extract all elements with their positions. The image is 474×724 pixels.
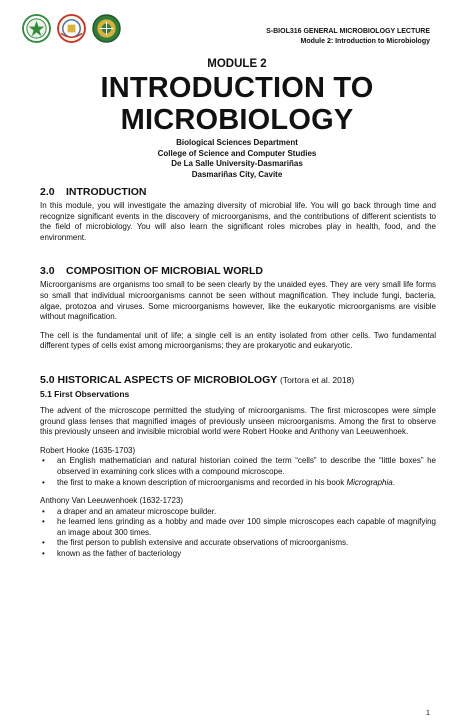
- list-item: • known as the father of bacteriology: [40, 549, 436, 560]
- list-item: • the first to make a known description of microorganisms and recorded in his book Micrographia.: [40, 478, 436, 489]
- dlsu-seal-icon: [22, 14, 51, 43]
- department-seal-icon: [92, 14, 121, 43]
- page-title: [0, 72, 474, 136]
- header-logos: [22, 14, 121, 43]
- subsection-heading: 5.1 First Observations: [40, 388, 130, 399]
- list-item: • the first person to publish extensive and accurate observations of microorganisms.: [40, 538, 436, 549]
- list-item: • an English mathematician and natural historian coined the term “cells” to describe the “little boxes” he observed in examining cork slices with a compound microscope.: [40, 456, 436, 477]
- leeuwenhoek-heading: Anthony Van Leeuwenhoek (1632-1723): [40, 496, 184, 506]
- section-2-heading: [40, 186, 436, 199]
- section-title: INTRODUCTION: [66, 186, 147, 198]
- section-3-heading: [40, 265, 436, 278]
- book-title: Micrographia: [346, 477, 393, 487]
- list-item: • he learned lens grinding as a hobby and made over 100 simple microscopes each capable of magnifying an image about 300 times.: [40, 517, 436, 538]
- college-name: College of Science and Computer Studies: [157, 148, 317, 158]
- introduction-paragraph: In this module, you will investigate the amazing diversity of microbial life. You will go back through time and recognize significant events in the discovery of microorganisms, and the contributions of different scientists to the field of microbiology. You will also learn the significant roles microbes play in health, food, and the environment.: [40, 201, 436, 242]
- hooke-list: [40, 456, 436, 488]
- university-name: De La Salle University-Dasmariñas: [171, 159, 303, 168]
- section-title: HISTORICAL ASPECTS OF MICROBIOLOGY: [57, 373, 278, 386]
- composition-paragraph-1: Microorganisms are organisms too small to be seen clearly by the unaided eyes. They are very small life forms so small that individual microorganisms cannot be seen without magnification. They include fungi, bacteria, algae, protozoa and viruses. Some microorganisms however, like the eukaryotic microorganisms are visible without magnification.: [40, 280, 436, 322]
- page-number: 1: [425, 708, 430, 717]
- college-seal-icon: [57, 14, 86, 43]
- first-observations-paragraph: The advent of the microscope permitted the studying of microorganisms. The first microscopes were simple ground glass lenses that magnified images of previously unseen microorganisms. Among the first to observe this previously unseen and invisible microbial world were Robert Hooke and Anthony van Leeuwenhoek.: [40, 405, 436, 437]
- section-title: COMPOSITION OF MICROBIAL WORLD: [66, 265, 263, 278]
- section-number: 3.0: [40, 265, 55, 278]
- department-name: Biological Sciences Department: [176, 138, 298, 147]
- city-name: Dasmariñas City, Cavite: [191, 169, 283, 179]
- leeuwenhoek-list: [40, 507, 436, 560]
- course-code: S-BIOL316 GENERAL MICROBIOLOGY LECTURE: [266, 28, 430, 35]
- citation: (Tortora et al. 2018): [280, 374, 355, 385]
- department-block: [0, 138, 474, 180]
- module-reference: Module 2: Introduction to Microbiology: [300, 38, 430, 45]
- section-number: 2.0: [40, 186, 55, 198]
- hooke-heading: Robert Hooke (1635-1703): [40, 445, 136, 455]
- running-header: [266, 27, 430, 47]
- title-line-2: MICROBIOLOGY: [120, 104, 354, 136]
- section-number: 5.0: [40, 373, 55, 386]
- document-body: [40, 186, 436, 560]
- title-line-1: INTRODUCTION TO: [100, 72, 374, 104]
- list-item: • a draper and an amateur microscope builder.: [40, 507, 436, 518]
- module-label: MODULE 2: [207, 58, 267, 70]
- section-5-heading: [40, 374, 436, 387]
- composition-paragraph-2: The cell is the fundamental unit of life; a single cell is an entity isolated from other cells. Two fundamental different types of cells exist among microorganisms; they are prokaryotic and eukaryotic.: [40, 330, 436, 351]
